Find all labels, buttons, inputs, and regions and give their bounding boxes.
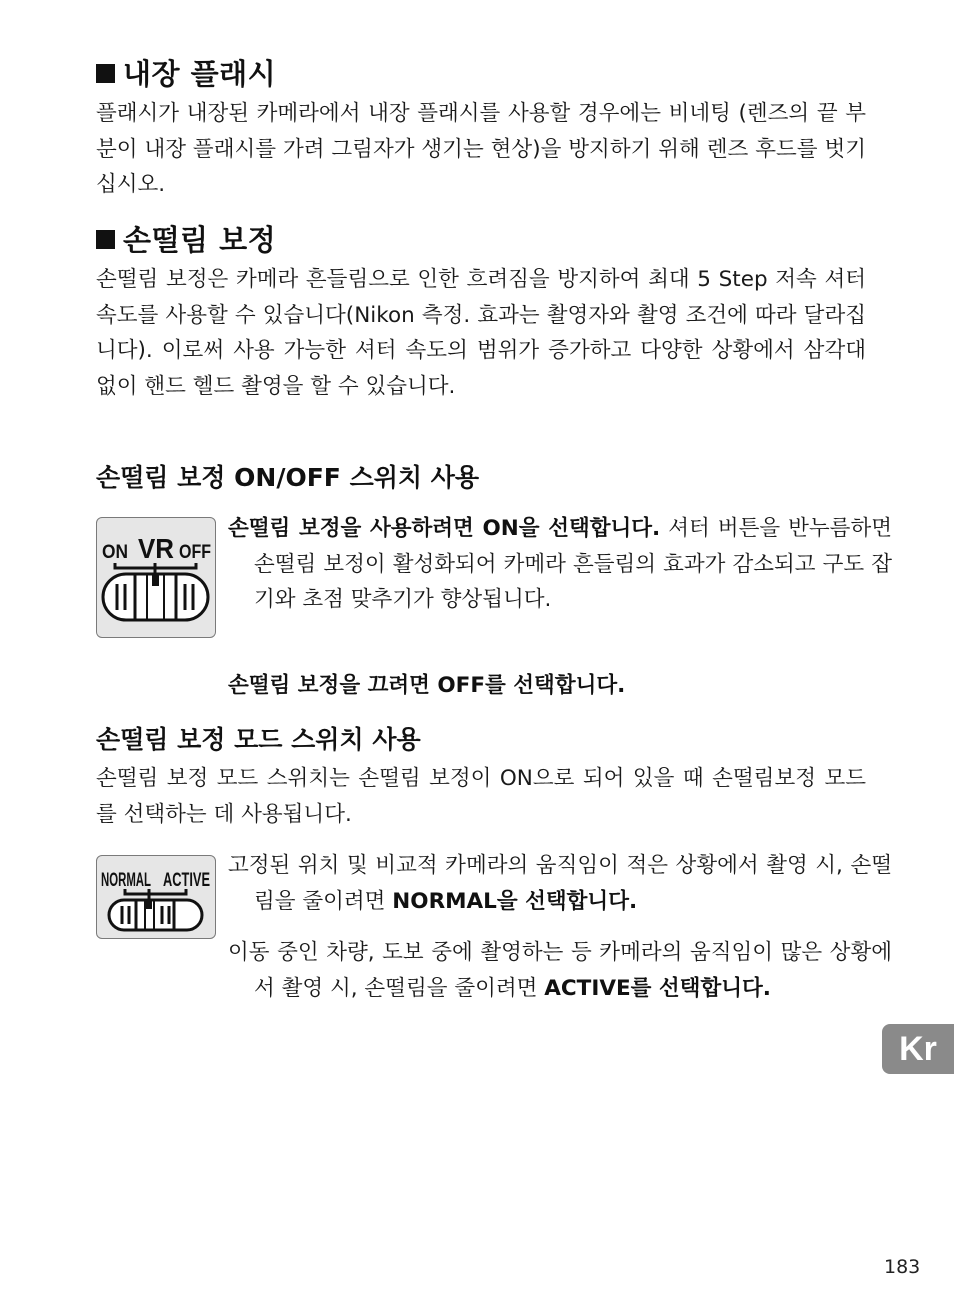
vr-mode-paragraph: 손떨림 보정 모드 스위치는 손떨림 보정이 ON으로 되어 있을 때 손떨림보정 모드를 선택하는 데 사용됩니다. [96, 766, 866, 827]
square-bullet-icon [96, 64, 115, 83]
switch-label-normal: NORMAL [101, 870, 152, 891]
switch-label-vr: VR [138, 533, 174, 564]
vr-on-off-switch-illustration [96, 517, 216, 638]
vr-paragraph: 손떨림 보정은 카메라 흔들림으로 인한 흐려짐을 방지하여 최대 5 Step 저속 셔터 속도를 사용할 수 있습니다(Nikon 측정. 효과는 촬영자와 촬영 조건에 따라 달라집니다). 이로써 사용 가능한 셔터 속도의 범위가 증가하고 다양한 상황에서 삼각대 없이 핸드 헬드 촬영을 할 수 있습니다. [96, 267, 866, 399]
vr-on-instruction-bold: 손떨림 보정을 사용하려면 ON을 선택합니다. [228, 516, 661, 541]
builtin-flash-heading [96, 52, 276, 93]
vr-heading [96, 218, 276, 259]
page-number: 183 [884, 1256, 921, 1278]
vr-normal-instruction-bold: NORMAL을 선택합니다. [392, 888, 638, 914]
vr-on-instruction [228, 511, 892, 618]
builtin-flash-heading-text: 내장 플래시 [123, 57, 277, 91]
switch-label-off: OFF [179, 542, 211, 563]
vr-mode-switch-icon [97, 856, 214, 937]
vr-normal-instruction-text: 고정된 위치 및 비교적 카메라의 움직임이 적은 상황에서 촬영 시, 손떨림을 줄이려면 [228, 853, 892, 914]
vr-off-instruction-bold: 손떨림 보정을 끄려면 OFF를 선택합니다. [228, 673, 626, 698]
vr-mode-heading: 손떨림 보정 모드 스위치 사용 [96, 725, 421, 754]
switch-label-on: ON [102, 542, 128, 563]
vr-switch-icon [97, 518, 214, 636]
vr-active-instruction-bold: ACTIVE를 선택합니다. [544, 975, 771, 1001]
language-tab-kr: Kr [882, 1024, 954, 1074]
vr-switch-heading: 손떨림 보정 ON/OFF 스위치 사용 [96, 463, 480, 492]
switch-label-active: ACTIVE [163, 870, 210, 891]
vr-active-instruction [228, 935, 892, 1006]
vr-normal-instruction [228, 848, 892, 919]
vr-active-instruction-text: 이동 중인 차량, 도보 중에 촬영하는 등 카메라의 움직임이 많은 상황에서 촬영 시, 손떨림을 줄이려면 [228, 940, 892, 1001]
vr-on-instruction-text: 셔터 버튼을 반누름하면 손떨림 보정이 활성화되어 카메라 흔들림의 효과가 감소되고 구도 잡기와 초점 맞추기가 향상됩니다. [254, 516, 892, 612]
square-bullet-icon [96, 230, 115, 249]
vr-heading-text: 손떨림 보정 [123, 223, 277, 257]
builtin-flash-paragraph: 플래시가 내장된 카메라에서 내장 플래시를 사용할 경우에는 비네팅 (렌즈의 끝 부분이 내장 플래시를 가려 그림자가 생기는 현상)을 방지하기 위해 렌즈 후드를 벗기십시오. [96, 101, 866, 197]
vr-off-instruction [228, 668, 866, 704]
vr-mode-switch-illustration [96, 855, 216, 939]
